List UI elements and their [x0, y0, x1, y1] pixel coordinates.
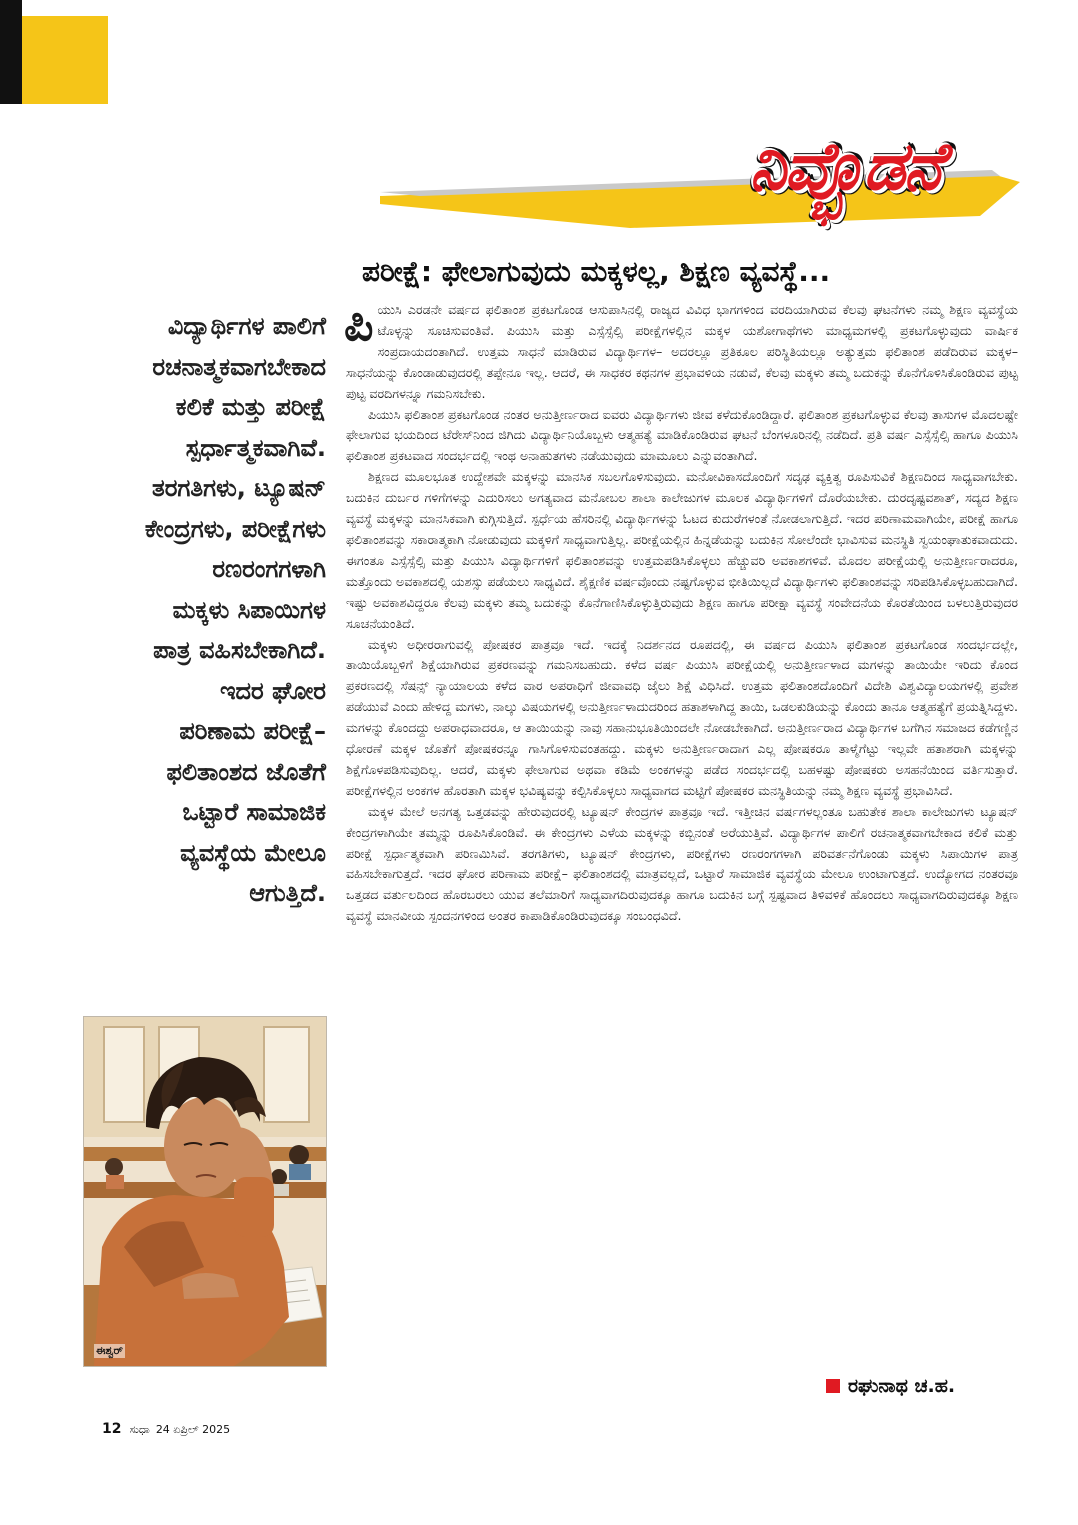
illustration-credit: ಈಶ್ವರ್ [96, 1344, 123, 1357]
pull-quote-line: ಕಲಿಕೆ ಮತ್ತು ಪರೀಕ್ಷೆ [175, 393, 326, 421]
masthead-title: ನಿವ್ಭೊಡನೆ [749, 128, 941, 205]
column-masthead [380, 112, 1020, 252]
pull-quote-line: ಕೇಂದ್ರಗಳು, ಪರೀಕ್ಷೆಗಳು [144, 514, 326, 543]
author-byline [826, 1372, 1026, 1400]
corner-decoration-black [0, 0, 22, 104]
magazine-name: ಸುಧಾ [129, 1423, 150, 1436]
page-footer [102, 1418, 236, 1440]
pull-quote-line: ಪರಿಣಾಮ ಪರೀಕ್ಷೆ– [179, 717, 326, 745]
pull-quote-line: ಸ್ಪರ್ಧಾತ್ಮಕವಾಗಿವೆ. [185, 433, 326, 462]
illustration-artwork [84, 1017, 326, 1366]
byline-marker-icon [826, 1379, 840, 1393]
pull-quote-line: ರಣರಂಗಗಳಾಗಿ [212, 555, 326, 583]
pull-quote-line: ಫಲಿತಾಂಶದ ಜೊತೆಗೆ [166, 757, 326, 786]
article-body [344, 297, 1018, 927]
author-name: ರಘುನಾಥ ಚ.ಹ. [848, 1375, 956, 1397]
pull-quote-line: ಇದರ ಘೋರ [219, 676, 326, 705]
pull-quote-line: ವ್ಯವಸ್ಥೆಯ ಮೇಲೂ [180, 838, 326, 867]
pull-quote-line: ವಿದ್ಯಾರ್ಥಿಗಳ ಪಾಲಿಗೆ [167, 312, 326, 340]
pull-quote-line: ಪಾತ್ರ ವಹಿಸಬೇಕಾಗಿದೆ. [153, 636, 326, 664]
article-paragraph: ಪಿಯುಸಿ ಫಲಿತಾಂಶ ಪ್ರಕಟಗೊಂಡ ನಂತರ ಅನುತ್ತೀರ್ಣರಾದ ಐವರು ವಿದ್ಯಾರ್ಥಿಗಳು ಜೀವ ಕಳೆದುಕೊಂಡಿದ್ದಾರೆ. ಫಲಿತಾಂಶ ಪ್ರಕಟಗೊಳ್ಳುವ ಕೆಲವು ತಾಸುಗಳ ಮೊದಲಷ್ಟೇ ಫೇಲಾಗುವ ಭಯದಿಂದ ಟೆರೇಸ್‌ನಿಂದ ಜಿಗಿದು ವಿದ್ಯಾರ್ಥಿನಿಯೊಬ್ಬಳು ಆತ್ಮಹತ್ಯೆ ಮಾಡಿಕೊಂಡಿರುವ ಘಟನೆ ಬೆಂಗಳೂರಿನಲ್ಲಿ ನಡೆದಿದೆ. ಪ್ರತಿ ವರ್ಷ ಎಸ್ಸೆಸ್ಸೆಲ್ಸಿ ಹಾಗೂ ಪಿಯುಸಿ ಫಲಿತಾಂಶ ಪ್ರಕಟವಾದ ಸಂದರ್ಭದಲ್ಲಿ ಇಂಥ ಅನಾಹುತಗಳು ನಡೆಯುವುದು ಮಾಮೂಲು ಎನ್ನುವಂತಾಗಿದೆ. [346, 406, 1018, 464]
article-paragraph: ಮಕ್ಕಳು ಅಧೀರರಾಗುವಲ್ಲಿ ಪೋಷಕರ ಪಾತ್ರವೂ ಇದೆ. ಇದಕ್ಕೆ ನಿದರ್ಶನದ ರೂಪದಲ್ಲಿ, ಈ ವರ್ಷದ ಪಿಯುಸಿ ಫಲಿತಾಂಶ ಪ್ರಕಟಗೊಂಡ ಸಂದರ್ಭದಲ್ಲೇ, ತಾಯಿಯೊಬ್ಬಳಿಗೆ ಶಿಕ್ಷೆಯಾಗಿರುವ ಪ್ರಕರಣವನ್ನು ಗಮನಿಸಬಹುದು. ಕಳೆದ ವರ್ಷ ಪಿಯುಸಿ ಪರೀಕ್ಷೆಯಲ್ಲಿ ಅನುತ್ತೀರ್ಣಳಾದ ಮಗಳನ್ನು ತಾಯಿಯೇ ಇರಿದು ಕೊಂದ ಪ್ರಕರಣದಲ್ಲಿ ಸೆಷನ್ಸ್ ನ್ಯಾಯಾಲಯ ಕಳೆದ ವಾರ ಅಪರಾಧಿಗೆ ಜೀವಾವಧಿ ಜೈಲು ಶಿಕ್ಷೆ ವಿಧಿಸಿದೆ. ಉತ್ತಮ ಫಲಿತಾಂಶದೊಂದಿಗೆ ವಿದೇಶಿ ವಿಶ್ವವಿದ್ಯಾಲಯಗಳಲ್ಲಿ ಪ್ರವೇಶ ಪಡೆಯುವೆ ಎಂದು ಹೇಳಿದ್ದ ಮಗಳು, ನಾಲ್ಕು ವಿಷಯಗಳಲ್ಲಿ ಅನುತ್ತೀರ್ಣಳಾದುದರಿಂದ ಹತಾಶಳಾಗಿದ್ದ ತಾಯಿ, ಒಡಲಕುಡಿಯನ್ನು ಕೊಂದು ತಾನೂ ಆತ್ಮಹತ್ಯೆಗೆ ಪ್ರಯತ್ನಿಸಿದ್ದಳು. ಮಗಳನ್ನು ಕೊಂದದ್ದು ಅಪರಾಧವಾದರೂ, ಆ ತಾಯಿಯನ್ನು ನಾವು ಸಹಾನುಭೂತಿಯಿಂದಲೇ ನೋಡಬೇಕಾಗಿದೆ. ಅನುತ್ತೀರ್ಣರಾದ ವಿದ್ಯಾರ್ಥಿಗಳ ಬಗೆಗಿನ ಸಮಾಜದ ಕಡೆಗಣ್ಣಿನ ಧೋರಣೆ ಮಕ್ಕಳ ಜೊತೆಗೆ ಪೋಷಕರನ್ನೂ ಗಾಸಿಗೊಳಿಸುವಂತಹದ್ದು. ಮಕ್ಕಳು ಅನುತ್ತೀರ್ಣರಾದಾಗ ಎಲ್ಲ ಪೋಷಕರೂ ತಾಳ್ಮೆಗೆಟ್ಟು ಇಲ್ಲವೇ ಹತಾಶರಾಗಿ ಮಕ್ಕಳನ್ನು ಶಿಕ್ಷೆಗೊಳಪಡಿಸುವುದಿಲ್ಲ. ಆದರೆ, ಮಕ್ಕಳು ಫೇಲಾಗುವ ಅಥವಾ ಕಡಿಮೆ ಅಂಕಗಳನ್ನು ಪಡೆದ ಸಂದರ್ಭದಲ್ಲಿ ಬಹಳಷ್ಟು ಪೋಷಕರು ಅಸಹನೆಯಿಂದ ವರ್ತಿಸುತ್ತಾರೆ. ಪರೀಕ್ಷೆಗಳಲ್ಲಿನ ಅಂಕಗಳ ಹೊರತಾಗಿ ಮಕ್ಕಳ ಭವಿಷ್ಯವನ್ನು ಕಲ್ಪಿಸಿಕೊಳ್ಳಲು ಸಾಧ್ಯವಾಗದ ಮಟ್ಟಿಗೆ ಪೋಷಕರ ಮನಸ್ಥಿತಿಯನ್ನು ನಮ್ಮ ಶಿಕ್ಷಣ ವ್ಯವಸ್ಥೆ ಪ್ರಭಾವಿಸಿದೆ. [346, 636, 1018, 798]
pull-quote-line: ಆಗುತ್ತಿದೆ. [249, 879, 326, 907]
pull-quote [78, 306, 326, 914]
corner-decoration-yellow [22, 16, 108, 104]
issue-date: 24 ಏಪ್ರಿಲ್ 2025 [155, 1423, 231, 1436]
pull-quote-line: ಒಟ್ಟಾರೆ ಸಾಮಾಜಿಕ [182, 798, 326, 826]
article-paragraph: ಶಿಕ್ಷಣದ ಮೂಲಭೂತ ಉದ್ದೇಶವೇ ಮಕ್ಕಳನ್ನು ಮಾನಸಿಕ ಸಬಲಗೊಳಿಸುವುದು. ಮನೋವಿಕಾಸದೊಂದಿಗೆ ಸದೃಢ ವ್ಯಕ್ತಿತ್ವ ರೂಪಿಸುವಿಕೆ ಶಿಕ್ಷಣದಿಂದ ಸಾಧ್ಯವಾಗಬೇಕು. ಬದುಕಿನ ದುರ್ಬರ ಗಳಿಗೆಗಳನ್ನು ಎದುರಿಸಲು ಅಗತ್ಯವಾದ ಮನೋಬಲ ಶಾಲಾ ಕಾಲೇಜುಗಳ ಮೂಲಕ ವಿದ್ಯಾರ್ಥಿಗಳಿಗೆ ದೊರೆಯಬೇಕು. ದುರದೃಷ್ಟವಶಾತ್, ಸದ್ಯದ ಶಿಕ್ಷಣ ವ್ಯವಸ್ಥೆ ಮಕ್ಕಳನ್ನು ಮಾನಸಿಕವಾಗಿ ಕುಗ್ಗಿಸುತ್ತಿದೆ. ಸ್ಪರ್ಧೆಯ ಹೆಸರಿನಲ್ಲಿ ವಿದ್ಯಾರ್ಥಿಗಳನ್ನು ಓಟದ ಕುದುರೆಗಳಂತೆ ನೋಡಲಾಗುತ್ತಿದೆ. ಇದರ ಪರಿಣಾಮವಾಗಿಯೇ, ಪರೀಕ್ಷೆ ಹಾಗೂ ಫಲಿತಾಂಶವನ್ನು ಸಕಾರಾತ್ಮಕಾಗಿ ನೋಡುವುದು ಮಕ್ಕಳಿಗೆ ಸಾಧ್ಯವಾಗುತ್ತಿಲ್ಲ. ಪರೀಕ್ಷೆಯಲ್ಲಿನ ಹಿನ್ನಡೆಯನ್ನು ಬದುಕಿನ ಸೋಲೆಂದೇ ಭಾವಿಸುವ ಮನಸ್ಥಿತಿ ಸ್ವಯಂಘಾತುಕವಾದುದು. ಈಗಂತೂ ಎಸ್ಸೆಸ್ಸೆಲ್ಸಿ ಮತ್ತು ಪಿಯುಸಿ ವಿದ್ಯಾರ್ಥಿಗಳಿಗೆ ಫಲಿತಾಂಶವನ್ನು ಉತ್ತಮಪಡಿಸಿಕೊಳ್ಳಲು ಹೆಚ್ಚುವರಿ ಅವಕಾಶಗಳಿವೆ. ಮೊದಲ ಪರೀಕ್ಷೆಯಲ್ಲಿ ಅನುತ್ತೀರ್ಣರಾದರೂ, ಮತ್ತೊಂದು ಅವಕಾಶದಲ್ಲಿ ಯಶಸ್ಸು ಪಡೆಯಲು ಸಾಧ್ಯವಿದೆ. ಶೈಕ್ಷಣಿಕ ವರ್ಷವೊಂದು ನಷ್ಟಗೊಳ್ಳುವ ಭೀತಿಯಿಲ್ಲದೆ ವಿದ್ಯಾರ್ಥಿಗಳು ಫಲಿತಾಂಶವನ್ನು ಸರಿಪಡಿಸಿಕೊಳ್ಳಬಹುದಾಗಿದೆ. ಇಷ್ಟು ಅವಕಾಶವಿದ್ದರೂ ಕೆಲವು ಮಕ್ಕಳು ತಮ್ಮ ಬದುಕನ್ನು ಕೊನೆಗಾಣಿಸಿಕೊಳ್ಳುತ್ತಿರುವುದು ಶಿಕ್ಷಣ ಹಾಗೂ ಪರೀಕ್ಷಾ ವ್ಯವಸ್ಥೆ ಸಂವೇದನೆಯ ಕೊರತೆಯಿಂದ ಬಳಲುತ್ತಿರುವುದರ ಸೂಚನೆಯಂತಿದೆ. [346, 469, 1018, 631]
drop-cap: ಪಿ [344, 297, 374, 351]
pull-quote-line: ಮಕ್ಕಳು ಸಿಪಾಯಿಗಳ [172, 595, 326, 624]
article-paragraph [344, 297, 1018, 405]
page-number: 12 [102, 1421, 122, 1437]
article-paragraph-text: ಯುಸಿ ಎರಡನೇ ವರ್ಷದ ಫಲಿತಾಂಶ ಪ್ರಕಟಗೊಂಡ ಆಸುಪಾಸಿನಲ್ಲಿ ರಾಜ್ಯದ ವಿವಿಧ ಭಾಗಗಳಿಂದ ವರದಿಯಾಗಿರುವ ಕೆಲವು ಘಟನೆಗಳು ನಮ್ಮ ಶಿಕ್ಷಣ ವ್ಯವಸ್ಥೆಯ ಟೊಳ್ಳನ್ನು ಸೂಚಿಸುವಂತಿವೆ. ಪಿಯುಸಿ ಮತ್ತು ಎಸ್ಸೆಸ್ಸೆಲ್ಸಿ ಪರೀಕ್ಷೆಗಳಲ್ಲಿನ ಮಕ್ಕಳ ಯಶೋಗಾಥೆಗಳು ಮಾಧ್ಯಮಗಳಲ್ಲಿ ಪ್ರಕಟಗೊಳ್ಳುವುದು ವಾರ್ಷಿಕ ಸಂಪ್ರದಾಯದಂತಾಗಿದೆ. ಉತ್ತಮ ಸಾಧನೆ ಮಾಡಿರುವ ವಿದ್ಯಾರ್ಥಿಗಳ– ಅದರಲ್ಲೂ ಪ್ರತಿಕೂಲ ಪರಿಸ್ಥಿತಿಯಲ್ಲೂ ಅತ್ಯುತ್ತಮ ಫಲಿತಾಂಶ ಪಡೆದಿರುವ ಮಕ್ಕಳ– ಸಾಧನೆಯನ್ನು ಕೊಂಡಾಡುವುದರಲ್ಲಿ ತಪ್ಪೇನೂ ಇಲ್ಲ. ಆದರೆ, ಈ ಸಾಧಕರ ಕಥನಗಳ ಪ್ರಭಾವಳಿಯ ನಡುವೆ, ಕೆಲವು ಮಕ್ಕಳು ತಮ್ಮ ಬದುಕನ್ನು ಕೊನೆಗೊಳಿಸಿಕೊಂಡಿರುವ ಪುಟ್ಟ ಪುಟ್ಟ ವರದಿಗಳನ್ನೂ ಗಮನಿಸಬೇಕು. [346, 302, 1018, 401]
pull-quote-line: ರಚನಾತ್ಮಕವಾಗಬೇಕಾದ [152, 352, 326, 381]
pull-quote-line: ತರಗತಿಗಳು, ಟ್ಯೂಷನ್ [152, 474, 326, 502]
article-paragraph: ಮಕ್ಕಳ ಮೇಲೆ ಅನಗತ್ಯ ಒತ್ತಡವನ್ನು ಹೇರುವುದರಲ್ಲಿ ಟ್ಯೂಷನ್ ಕೇಂದ್ರಗಳ ಪಾತ್ರವೂ ಇದೆ. ಇತ್ತೀಚಿನ ವರ್ಷಗಳಲ್ಲಂತೂ ಬಹುತೇಕ ಶಾಲಾ ಕಾಲೇಜುಗಳು ಟ್ಯೂಷನ್ ಕೇಂದ್ರಗಳಾಗಿಯೇ ತಮ್ಮನ್ನು ರೂಪಿಸಿಕೊಂಡಿವೆ. ಈ ಕೇಂದ್ರಗಳು ಎಳೆಯ ಮಕ್ಕಳನ್ನು ಕಬ್ಬಿನಂತೆ ಅರೆಯುತ್ತಿವೆ. ವಿದ್ಯಾರ್ಥಿಗಳ ಪಾಲಿಗೆ ರಚನಾತ್ಮಕವಾಗಬೇಕಾದ ಕಲಿಕೆ ಮತ್ತು ಪರೀಕ್ಷೆ ಸ್ಪರ್ಧಾತ್ಮಕವಾಗಿ ಪರಿಣಮಿಸಿವೆ. ತರಗತಿಗಳು, ಟ್ಯೂಷನ್ ಕೇಂದ್ರಗಳು, ಪರೀಕ್ಷೆಗಳು ರಣರಂಗಗಳಾಗಿ ಪರಿವರ್ತನೆಗೊಂಡು ಮಕ್ಕಳು ಸಿಪಾಯಿಗಳ ಪಾತ್ರ ವಹಿಸಬೇಕಾಗುತ್ತದೆ. ಇದರ ಘೋರ ಪರಿಣಾಮ ಪರೀಕ್ಷೆ– ಫಲಿತಾಂಶದಲ್ಲಿ ಮಾತ್ರವಲ್ಲದೆ, ಒಟ್ಟಾರೆ ಸಾಮಾಜಿಕ ವ್ಯವಸ್ಥೆಯ ಮೇಲೂ ಉಂಟಾಗುತ್ತದೆ. ಉದ್ಯೋಗದ ನಂತರವೂ ಒತ್ತಡದ ವರ್ತುಲದಿಂದ ಹೊರಬರಲು ಯುವ ತಲೆಮಾರಿಗೆ ಸಾಧ್ಯವಾಗದಿರುವುದಕ್ಕೂ ಹಾಗೂ ಬದುಕಿನ ಬಗ್ಗೆ ಸ್ಪಷ್ಟವಾದ ತಿಳಿವಳಿಕೆ ಹೊಂದಲು ಸಾಧ್ಯವಾಗದಿರುವುದಕ್ಕೂ ಶಿಕ್ಷಣ ವ್ಯವಸ್ಥೆ ಮಾನವೀಯ ಸ್ಪಂದನಗಳಿಂದ ಅಂತರ ಕಾಪಾಡಿಕೊಂಡಿರುವುದಕ್ಕೂ ಸಂಬಂಧವಿದೆ. [346, 803, 1018, 924]
student-exam-illustration [83, 1016, 327, 1367]
article-headline: ಪರೀಕ್ಷೆ: ಫೇಲಾಗುವುದು ಮಕ್ಕಳಲ್ಲ, ಶಿಕ್ಷಣ ವ್ಯವಸ್ಥೆ... [362, 255, 831, 288]
